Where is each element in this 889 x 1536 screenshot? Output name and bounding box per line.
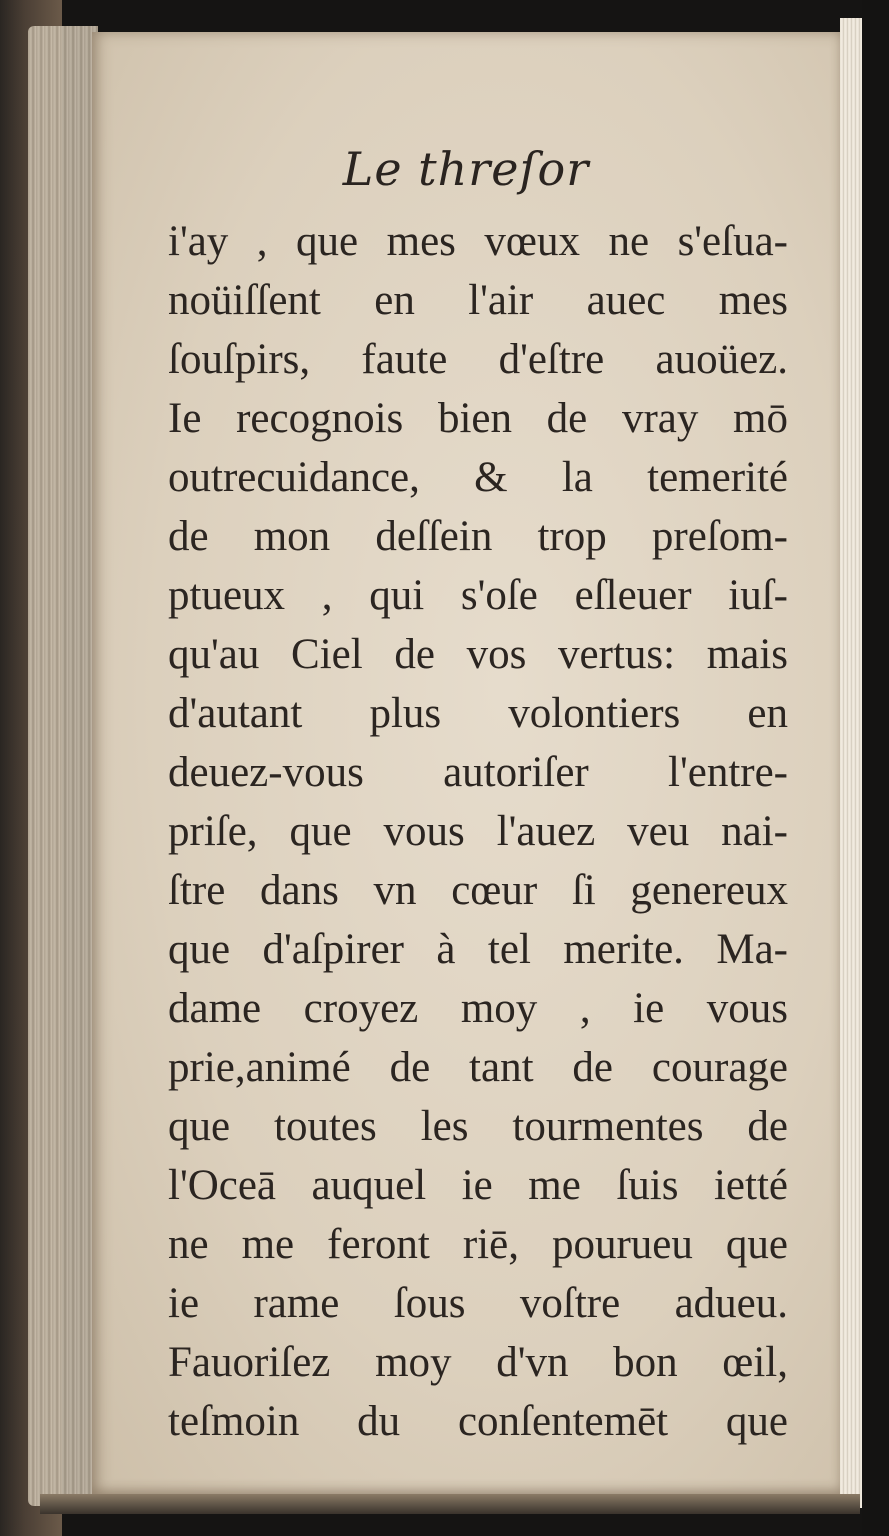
- text-line: Fauoriſez moy d'vn bon œil,: [168, 1339, 788, 1386]
- text-line: outrecuidance, & la temerité: [168, 454, 788, 501]
- text-line: dame croyez moy , ie vous: [168, 985, 788, 1032]
- running-head: Le threſor: [342, 142, 590, 196]
- text-line: que toutes les tourmentes de: [168, 1103, 788, 1150]
- text-line: de mon deſſein trop preſom-: [168, 513, 788, 560]
- text-line: ie rame ſous voſtre adueu.: [168, 1280, 788, 1327]
- right-page-edges: [840, 18, 862, 1508]
- text-line: l'Oceā auquel ie me ſuis ietté: [168, 1162, 788, 1209]
- text-line: qu'au Ciel de vos vertus: mais: [168, 631, 788, 678]
- book-bottom-edge: [40, 1494, 860, 1514]
- text-line: priſe, que vous l'auez veu nai-: [168, 808, 788, 855]
- text-line: teſmoin du conſentemēt que: [168, 1398, 788, 1445]
- text-line: deuez-vous autoriſer l'entre-: [168, 749, 788, 796]
- background-margin: [862, 0, 889, 1536]
- text-line: ſouſpirs, faute d'eſtre auoüez.: [168, 336, 788, 383]
- page-stack-edge: [28, 26, 98, 1506]
- book-page: [92, 32, 840, 1494]
- text-line: ptueux , qui s'oſe eſleuer iuſ-: [168, 572, 788, 619]
- text-line: que d'aſpirer à tel merite. Ma-: [168, 926, 788, 973]
- text-line: ſtre dans vn cœur ſi genereux: [168, 867, 788, 914]
- text-line: i'ay , que mes vœux ne s'eſua-: [168, 218, 788, 265]
- text-line: noüiſſent en l'air auec mes: [168, 277, 788, 324]
- text-line: Ie recognois bien de vray mō: [168, 395, 788, 442]
- text-line: ne me feront riē, pourueu que: [168, 1221, 788, 1268]
- text-line: prie,animé de tant de courage: [168, 1044, 788, 1091]
- text-line: d'autant plus volontiers en: [168, 690, 788, 737]
- body-text: [168, 212, 788, 1451]
